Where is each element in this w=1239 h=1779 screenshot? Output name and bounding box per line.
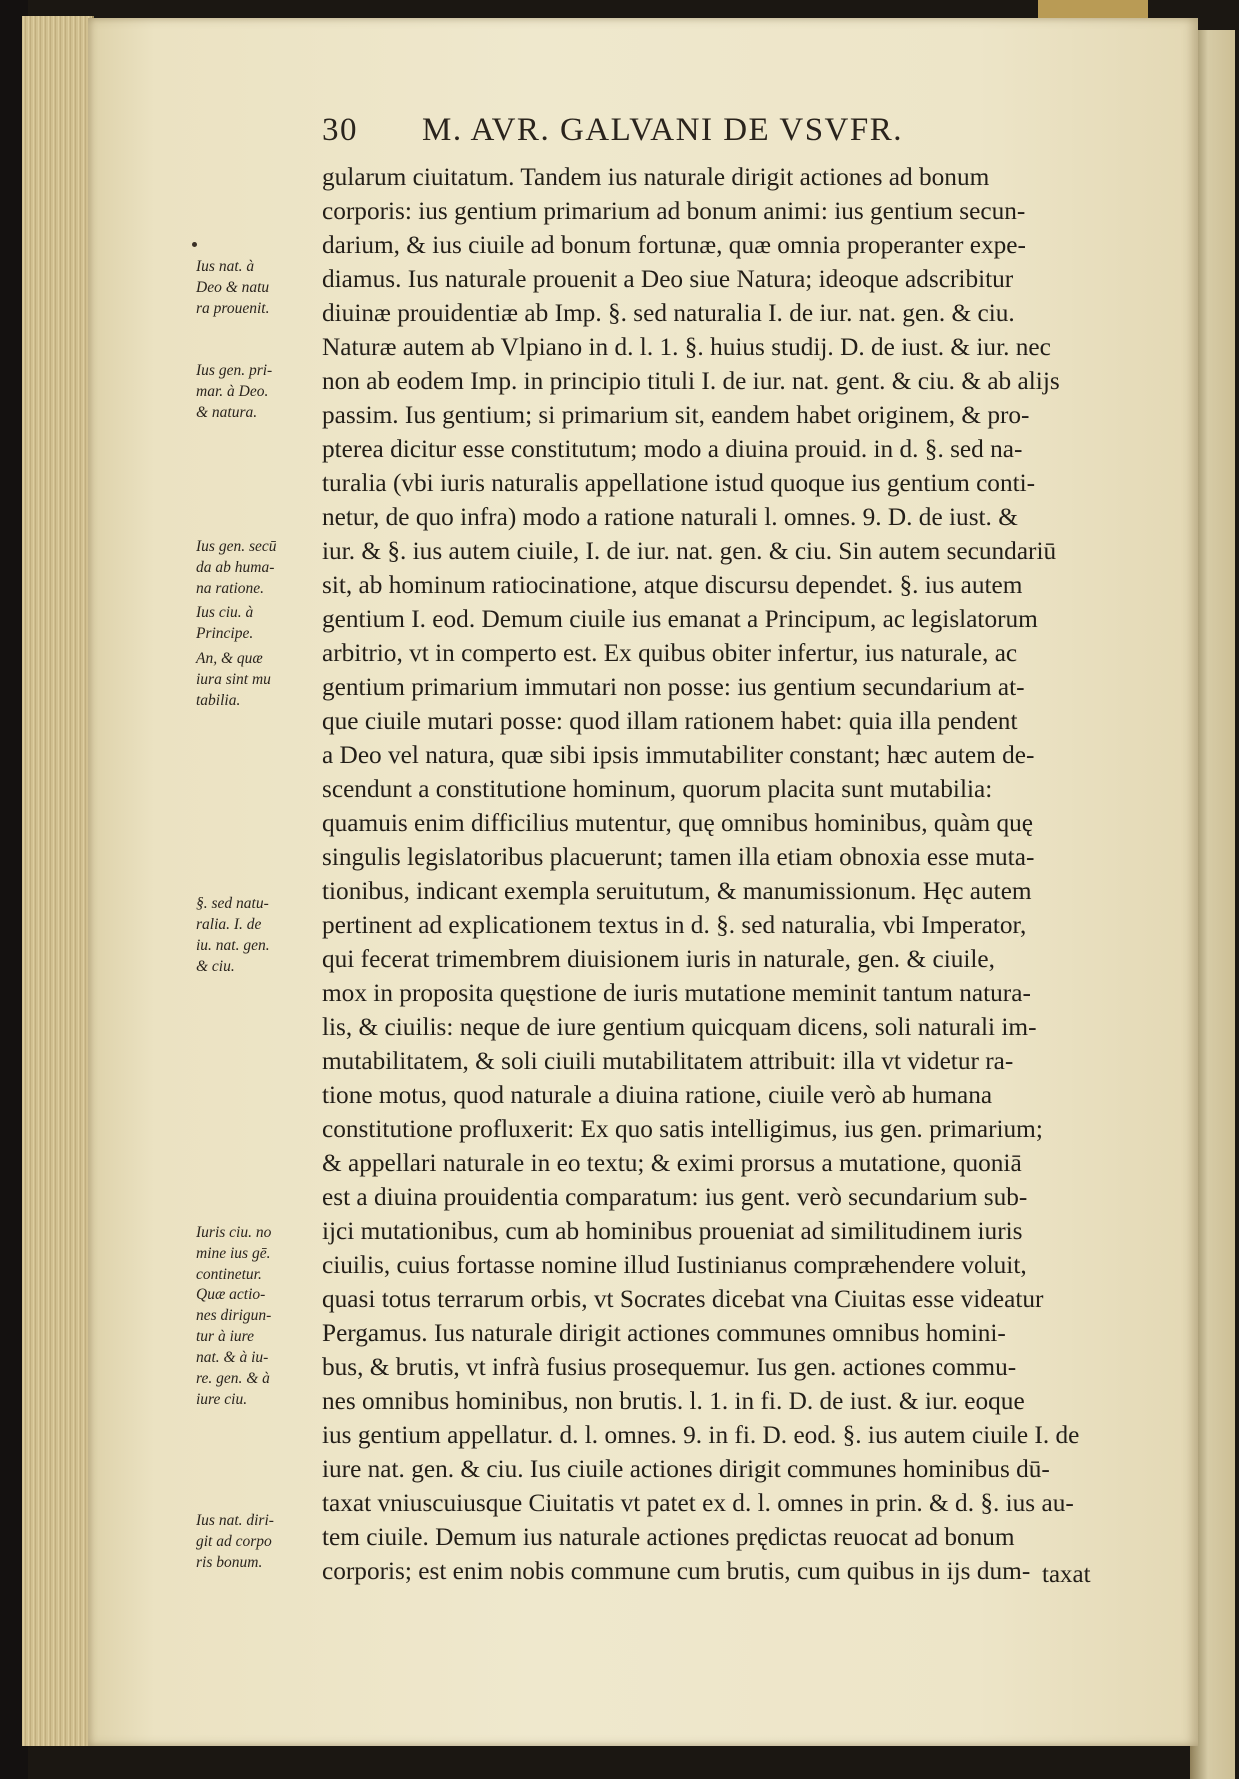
marginal-note-line: & ciu.: [196, 958, 235, 975]
marginal-note: [196, 536, 316, 599]
marginal-note-line: mar. à Deo.: [196, 383, 269, 400]
text-line: gentium I. eod. Demum ciuile ius emanat a Principum, ac legislatorum: [322, 605, 1038, 633]
bookmark-tab: [1038, 0, 1148, 20]
marginal-note-line: ris bonum.: [196, 1554, 263, 1571]
marginal-note-line: tur à iure: [196, 1328, 254, 1345]
marginal-note-line: Ius nat. à: [196, 258, 255, 275]
text-line: mutabilitatem, & soli ciuili mutabilitatem attribuit: illa vt videtur ra-: [322, 1047, 1014, 1075]
marginal-note: [196, 602, 316, 644]
marginal-note-line: iu. nat. gen.: [196, 937, 270, 954]
text-line: tem ciuile. Demum ius naturale actiones prędictas reuocat ad bonum: [322, 1523, 1015, 1551]
marginal-note-line: mine ius gē.: [196, 1245, 271, 1262]
text-line: gularum ciuitatum. Tandem ius naturale dirigit actiones ad bonum: [322, 163, 990, 191]
marginal-note-line: ralia. I. de: [196, 916, 262, 933]
marginal-note: [196, 1510, 316, 1573]
text-line: corporis; est enim nobis commune cum brutis, cum quibus in ijs dum-: [322, 1557, 1031, 1585]
page-edges: [22, 16, 94, 1746]
text-line: pterea dicitur esse constitutum; modo a diuina prouid. in d. §. sed na-: [322, 435, 1023, 463]
marginal-note-line: Ius nat. diri-: [196, 1512, 274, 1529]
text-line: non ab eodem Imp. in principio tituli I. de iur. nat. gent. & ciu. & ab alijs: [322, 367, 1060, 395]
page-number: 30: [322, 112, 358, 148]
marginal-note: [196, 893, 316, 977]
text-line: constitutione profluxerit: Ex quo satis intelligimus, ius gen. primarium;: [322, 1115, 1043, 1143]
catchword: taxat: [1042, 1561, 1091, 1588]
marginal-note-line: continetur.: [196, 1266, 262, 1283]
text-line: nes omnibus hominibus, non brutis. l. 1. in fi. D. de iust. & iur. eoque: [322, 1387, 1025, 1415]
marginal-note-line: Principe.: [196, 625, 254, 642]
marginal-note-line: Ius gen. pri-: [196, 362, 273, 379]
text-line: Pergamus. Ius naturale dirigit actiones communes omnibus homini-: [322, 1319, 1006, 1347]
text-line: & appellari naturale in eo textu; & eximi prorsus a mutatione, quoniā: [322, 1149, 1022, 1177]
text-line: Naturæ autem ab Vlpiano in d. l. 1. §. huius studij. D. de iust. & iur. nec: [322, 333, 1051, 361]
text-line: lis, & ciuilis: neque de iure gentium quicquam dicens, soli naturali im-: [322, 1013, 1037, 1041]
text-line: tione motus, quod naturale a diuina ratione, ciuile verò ab humana: [322, 1081, 993, 1109]
marginal-note-line: §. sed natu-: [196, 895, 269, 912]
marginal-note-line: re. gen. & à: [196, 1370, 270, 1387]
text-line: iure nat. gen. & ciu. Ius ciuile actiones dirigit communes hominibus dū-: [322, 1455, 1050, 1483]
marginal-note-line: Iuris ciu. no: [196, 1224, 272, 1241]
marginal-note-line: tabilia.: [196, 692, 241, 709]
ink-mark: [192, 242, 197, 247]
text-line: singulis legislatoribus placuerunt; tamen illa etiam obnoxia esse muta-: [322, 843, 1035, 871]
marginal-note-line: nes dirigun-: [196, 1307, 272, 1324]
marginal-note-line: na ratione.: [196, 580, 265, 597]
marginal-note-line: nat. & à iu-: [196, 1349, 269, 1366]
text-line: ius gentium appellatur. d. l. omnes. 9. in fi. D. eod. §. ius autem ciuile I. de: [322, 1421, 1080, 1449]
marginal-note-line: Deo & natu: [196, 279, 270, 296]
text-line: sit, ab hominum ratiocinatione, atque discursu dependet. §. ius autem: [322, 571, 1023, 599]
text-line: quasi totus terrarum orbis, vt Socrates dicebat vna Ciuitas esse videatur: [322, 1285, 1044, 1313]
text-line: tionibus, indicant exempla seruitutum, & manumissionum. Hęc autem: [322, 877, 1032, 905]
text-line: netur, de quo infra) modo a ratione naturali l. omnes. 9. D. de iust. &: [322, 503, 1018, 531]
text-line: scendunt a constitutione hominum, quorum placita sunt mutabilia:: [322, 775, 993, 803]
marginal-note: [196, 1222, 316, 1285]
text-line: qui fecerat trimembrem diuisionem iuris in naturale, gen. & ciuile,: [322, 945, 995, 973]
marginal-note-line: An, & quæ: [196, 650, 263, 667]
marginal-note-line: & natura.: [196, 404, 258, 421]
marginal-note-line: iura sint mu: [196, 671, 271, 688]
marginal-note-line: Ius ciu. à: [196, 604, 254, 621]
text-line: ciuilis, cuius fortasse nomine illud Iustinianus compræhendere voluit,: [322, 1251, 1027, 1279]
text-line: que ciuile mutari posse: quod illam rationem habet: quia illa pendent: [322, 707, 1018, 735]
marginal-note: [196, 360, 316, 423]
text-line: diuinæ prouidentiæ ab Imp. §. sed naturalia I. de iur. nat. gen. & ciu.: [322, 299, 1015, 327]
marginal-note-line: ra prouenit.: [196, 300, 270, 317]
text-line: gentium primarium immutari non posse: ius gentium secundarium at-: [322, 673, 1025, 701]
running-head: M. AVR. GALVANI DE VSVFR.: [422, 112, 903, 148]
text-line: est a diuina prouidentia comparatum: ius gent. verò secundarium sub-: [322, 1183, 1028, 1211]
text-line: turalia (vbi iuris naturalis appellatione istud quoque ius gentium conti-: [322, 469, 1036, 497]
marginal-note-line: git ad corpo: [196, 1533, 272, 1550]
marginal-note-line: Ius gen. secū: [196, 538, 277, 555]
text-line: ijci mutationibus, cum ab hominibus proueniat ad similitudinem iuris: [322, 1217, 1023, 1245]
marginal-note-line: iure ciu.: [196, 1391, 248, 1408]
marginal-note-line: Quæ actio-: [196, 1286, 266, 1303]
text-line: pertinent ad explicationem textus in d. §. sed naturalia, vbi Imperator,: [322, 911, 1027, 939]
text-line: iur. & §. ius autem ciuile, I. de iur. nat. gen. & ciu. Sin autem secundariū: [322, 537, 1057, 565]
text-line: diamus. Ius naturale prouenit a Deo siue Natura; ideoque adscribitur: [322, 265, 1014, 293]
text-line: taxat vniuscuiusque Ciuitatis vt patet ex d. l. omnes in prin. & d. §. ius au-: [322, 1489, 1074, 1517]
marginal-note-line: da ab huma-: [196, 559, 275, 576]
text-line: bus, & brutis, vt infrà fusius prosequemur. Ius gen. actiones commu-: [322, 1353, 1017, 1381]
marginal-note: [196, 648, 316, 711]
marginal-note: [196, 256, 316, 319]
text-line: arbitrio, vt in comperto est. Ex quibus obiter infertur, ius naturale, ac: [322, 639, 1018, 667]
text-line: mox in proposita quęstione de iuris mutatione meminit tantum natura-: [322, 979, 1031, 1007]
text-line: quamuis enim difficilius mutentur, quę omnibus hominibus, quàm quę: [322, 809, 1033, 837]
text-line: corporis: ius gentium primarium ad bonum animi: ius gentium secun-: [322, 197, 1026, 225]
running-header: [322, 112, 1042, 156]
main-text: [322, 160, 1152, 1588]
text-line: passim. Ius gentium; si primarium sit, eandem habet originem, & pro-: [322, 401, 1030, 429]
text-line: a Deo vel natura, quæ sibi ipsis immutabiliter constant; hæc autem de-: [322, 741, 1035, 769]
text-line: darium, & ius ciuile ad bonum fortunæ, quæ omnia properanter expe-: [322, 231, 1026, 259]
marginal-note: [196, 1284, 316, 1410]
